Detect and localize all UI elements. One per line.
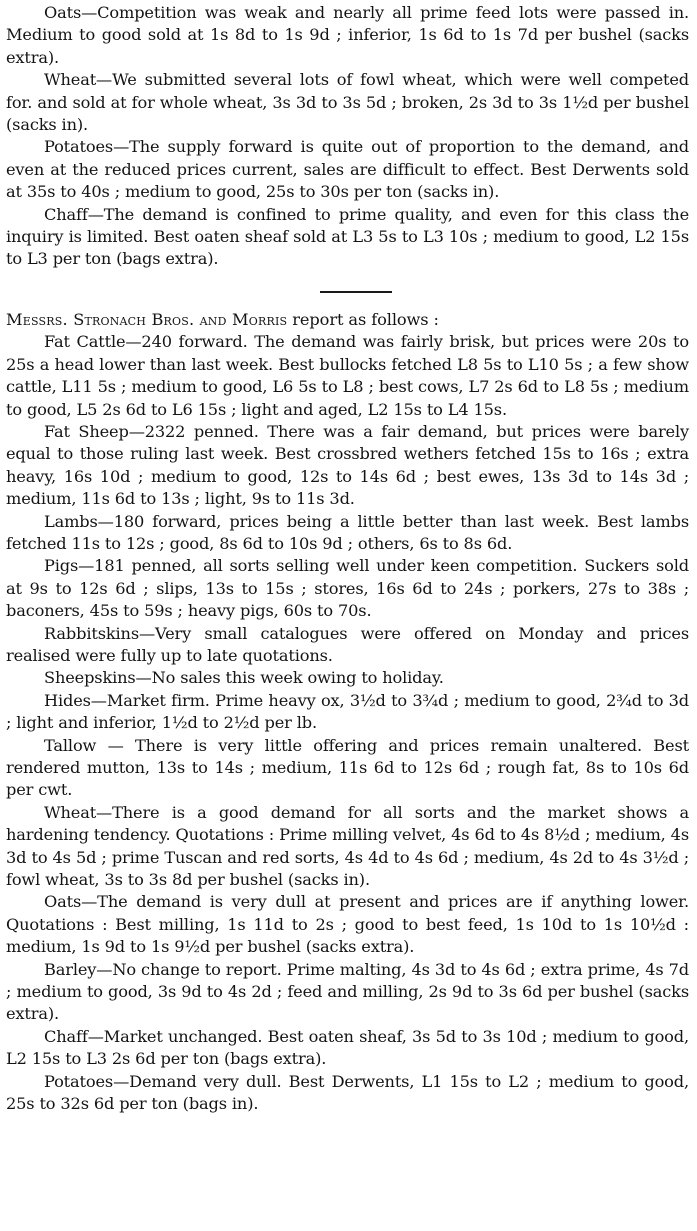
report-paragraph-sheepskins: Sheepskins—No sales this week owing to holiday.: [44, 668, 444, 688]
market-report-section-one: [6, 2, 689, 271]
firm-name: Messrs. Stronach Bros. and Morris: [6, 309, 288, 329]
report-paragraph-rabbitskins: Rabbitskins—Very small catalogues were offered on Monday and prices realised were fully up to late quotations.: [6, 623, 689, 665]
report-paragraph-fat-sheep: Fat Sheep—2322 penned. There was a fair demand, but prices were barely equal to those ruling last week. Best crossbred wethers fetched 15s to 16s ; extra heavy, 16s 10d ; medium to good, 12s to 14s 6d ; best ewes, 13s 3d to 14s 3d ; medium, 11s 6d to 13s ; light, 9s to 11s 3d.: [6, 421, 689, 509]
report-paragraph-wheat: Wheat—We submitted several lots of fowl wheat, which were well competed for. and sold at for whole wheat, 3s 3d to 3s 5d ; broken, 2s 3d to 3s 1½d per bushel (sacks in).: [6, 70, 689, 135]
section-divider: [320, 291, 392, 293]
report-intro-suffix: report as follows :: [287, 309, 439, 329]
report-paragraph-chaff: Chaff—Market unchanged. Best oaten sheaf, 3s 5d to 3s 10d ; medium to good, L2 15s to L3 2s 6d per ton (bags extra).: [6, 1026, 689, 1069]
report-paragraph-hides: Hides—Market firm. Prime heavy ox, 3½d to 3¾d ; medium to good, 2¾d to 3d ; light and inferior, 1½d to 2½d per lb.: [6, 690, 689, 733]
report-paragraph-potatoes: Potatoes—The supply forward is quite out of proportion to the demand, and even at the reduced prices current, sales are difficult to effect. Best Derwents sold at 35s to 40s ; medium to good, 25s to 30s per ton (sacks in).: [6, 137, 689, 202]
report-paragraph-fat-cattle: Fat Cattle—240 forward. The demand was fairly brisk, but prices were 20s to 25s a head lower than last week. Best bullocks fetched L8 5s to L10 5s ; a few show cattle, L11 5s ; medium to good, L6 5s to L8 ; best cows, L7 2s 6d to L8 5s ; medium to good, L5 2s 6d to L6 15s ; light and aged, L2 15s to L4 15s.: [6, 332, 689, 419]
report-paragraph-pigs: Pigs—181 penned, all sorts selling well under keen competition. Suckers sold at 9s to 12s 6d ; slips, 13s to 15s ; stores, 16s 6d to 24s ; porkers, 27s to 38s ; baconers, 45s to 59s ; heavy pigs, 60s to 70s.: [6, 556, 689, 621]
report-paragraph-tallow: Tallow — There is very little offering and prices remain unaltered. Best rendered mutton, 13s to 14s ; medium, 11s 6d to 12s 6d ; rough fat, 8s to 10s 6d per cwt.: [6, 735, 689, 800]
report-intro: [6, 309, 689, 331]
report-paragraph-barley: Barley—No change to report. Prime malting, 4s 3d to 4s 6d ; extra prime, 4s 7d ; medium to good, 3s 9d to 4s 2d ; feed and milling, 2s 9d to 3s 6d per bushel (sacks extra).: [6, 959, 689, 1024]
report-paragraph-wheat: Wheat—There is a good demand for all sorts and the market shows a hardening tendency. Quotations : Prime milling velvet, 4s 6d to 4s 8½d ; medium, 4s 3d to 4s 5d ; prime Tuscan and red sorts, 4s 4d to 4s 6d ; medium, 4s 2d to 4s 3½d ; fowl wheat, 3s to 3s 8d per bushel (sacks in).: [6, 802, 689, 890]
section-divider-wrap: [6, 271, 689, 301]
market-report-section-two: [6, 309, 689, 1116]
report-paragraph-potatoes: Potatoes—Demand very dull. Best Derwents, L1 15s to L2 ; medium to good, 25s to 32s 6d per ton (bags in).: [6, 1071, 689, 1114]
report-paragraph-chaff: Chaff—The demand is confined to prime quality, and even for this class the inquiry is limited. Best oaten sheaf sold at L3 5s to L3 10s ; medium to good, L2 15s to L3 per ton (bags extra).: [6, 204, 689, 269]
report-paragraph-oats: Oats—The demand is very dull at present and prices are if anything lower. Quotations : Best milling, 1s 11d to 2s ; good to best feed, 1s 10d to 1s 10½d : medium, 1s 9d to 1s 9½d per bushel (sacks extra).: [6, 892, 689, 957]
report-paragraph-lambs: Lambs—180 forward, prices being a little better than last week. Best lambs fetched 11s to 12s ; good, 8s 6d to 10s 9d ; others, 6s to 8s 6d.: [6, 511, 689, 553]
report-paragraph-oats: Oats—Competition was weak and nearly all prime feed lots were passed in. Medium to good sold at 1s 8d to 1s 9d ; inferior, 1s 6d to 1s 7d per bushel (sacks extra).: [6, 3, 689, 67]
